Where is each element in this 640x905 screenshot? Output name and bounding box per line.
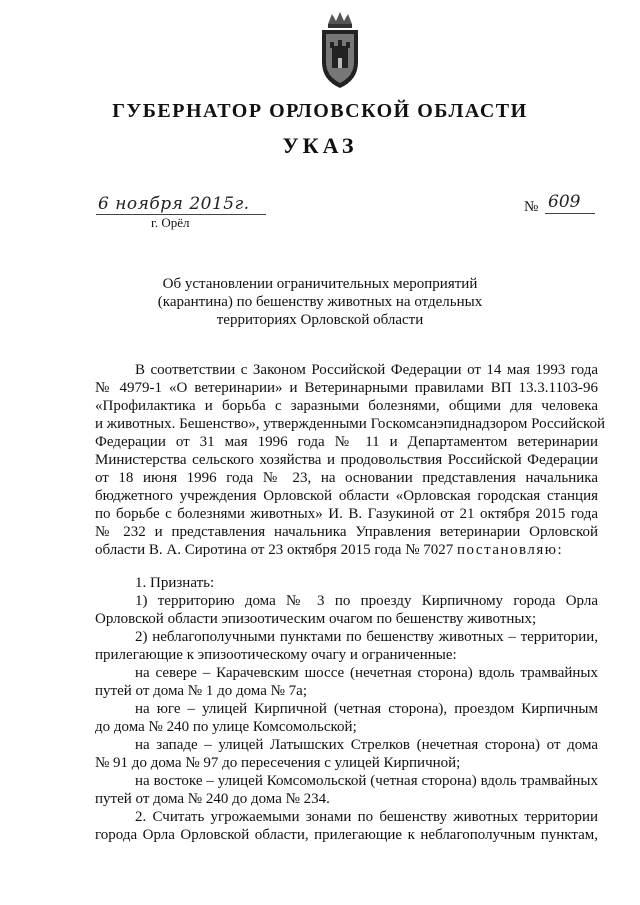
body-line: 2. Считать угрожаемыми зонами по бешенству животных территории (135, 809, 598, 825)
handwritten-date: 6 ноября 2015г. (98, 194, 250, 214)
body-line: до дома № 240 по улице Комсомольской; (95, 719, 357, 735)
handwritten-number: 609 (548, 192, 581, 212)
coat-of-arms-icon (318, 10, 362, 90)
subject-line: территориях Орловской области (216, 312, 424, 328)
body-line: путей от дома № 1 до дома № 7а; (95, 683, 307, 699)
preamble-line (95, 542, 598, 559)
body-line: города Орла Орловской области, прилегающие к неблагополучным пунктам, (95, 827, 598, 843)
subject-line: Об установлении ограничительных мероприятий (162, 276, 478, 292)
body-line: № 91 до дома № 97 до пересечения с улицей Кирпичной; (95, 755, 461, 771)
number-underline (545, 213, 595, 214)
body-line: на востоке – улицей Комсомольской (четная сторона) вдоль трамвайных (135, 773, 598, 789)
subject-line: (карантина) по бешенству животных на отдельных (157, 294, 483, 310)
body-line: 1) территорию дома № 3 по проезду Кирпичному города Орла (135, 593, 598, 609)
preamble-line: Федерации от 31 мая 1996 года № 11 и Департаментом ветеринарии (95, 434, 598, 450)
preamble-line: № 4979-1 «О ветеринарии» и Ветеринарными правилами ВП 13.3.1103-96 (95, 380, 598, 396)
body-line: на севере – Карачевским шоссе (нечетная сторона) вдоль трамвайных (135, 665, 598, 681)
preamble-line: В соответствии с Законом Российской Федерации от 14 мая 1993 года (135, 362, 598, 378)
body-line: прилегающие к эпизоотическому очагу и ограниченные: (95, 647, 457, 663)
decree-subject (140, 275, 500, 329)
preamble-line: № 232 и представления начальника Управления ветеринарии Орловской (95, 524, 598, 540)
city-label: г. Орёл (151, 215, 190, 230)
decree-verb: постановляю: (457, 542, 564, 558)
body-line: на западе – улицей Латышских Стрелков (нечетная сторона) от дома (135, 737, 598, 753)
body-line: на юге – улицей Кирпичной (четная сторона), проездом Кирпичным (135, 701, 598, 717)
body-line: 1. Признать: (135, 575, 215, 591)
body-line: путей от дома № 240 до дома № 234. (95, 791, 330, 807)
preamble-line: по борьбе с болезнями животных» И. В. Газукиной от 21 октября 2015 года (95, 506, 598, 522)
preamble-line: Министерства сельского хозяйства и продовольствия Российской Федерации (95, 452, 598, 468)
preamble-line: от 18 июня 1996 года № 23, на основании представления начальника (95, 470, 598, 486)
preamble-line: «Профилактика и борьба с заразными болезнями, общими для человека (95, 398, 598, 414)
body-line: 2) неблагополучными пунктами по бешенству животных – территории, (135, 629, 598, 645)
number-label: № (524, 199, 539, 215)
preamble-line: бюджетного учреждения Орловской области «Орловская городская станция (95, 488, 598, 504)
preamble-line: и животных. Бешенство», утвержденными Госкомсанэпиднадзором Российской (95, 416, 606, 432)
governor-title: ГУБЕРНАТОР ОРЛОВСКОЙ ОБЛАСТИ (112, 100, 528, 122)
body-line: Орловской области эпизоотическим очагом по бешенству животных; (95, 611, 537, 627)
preamble-last-text: области В. А. Сиротина от 23 октября 2015 года № 7027 (95, 542, 454, 558)
document-type-title: УКАЗ (282, 133, 358, 158)
